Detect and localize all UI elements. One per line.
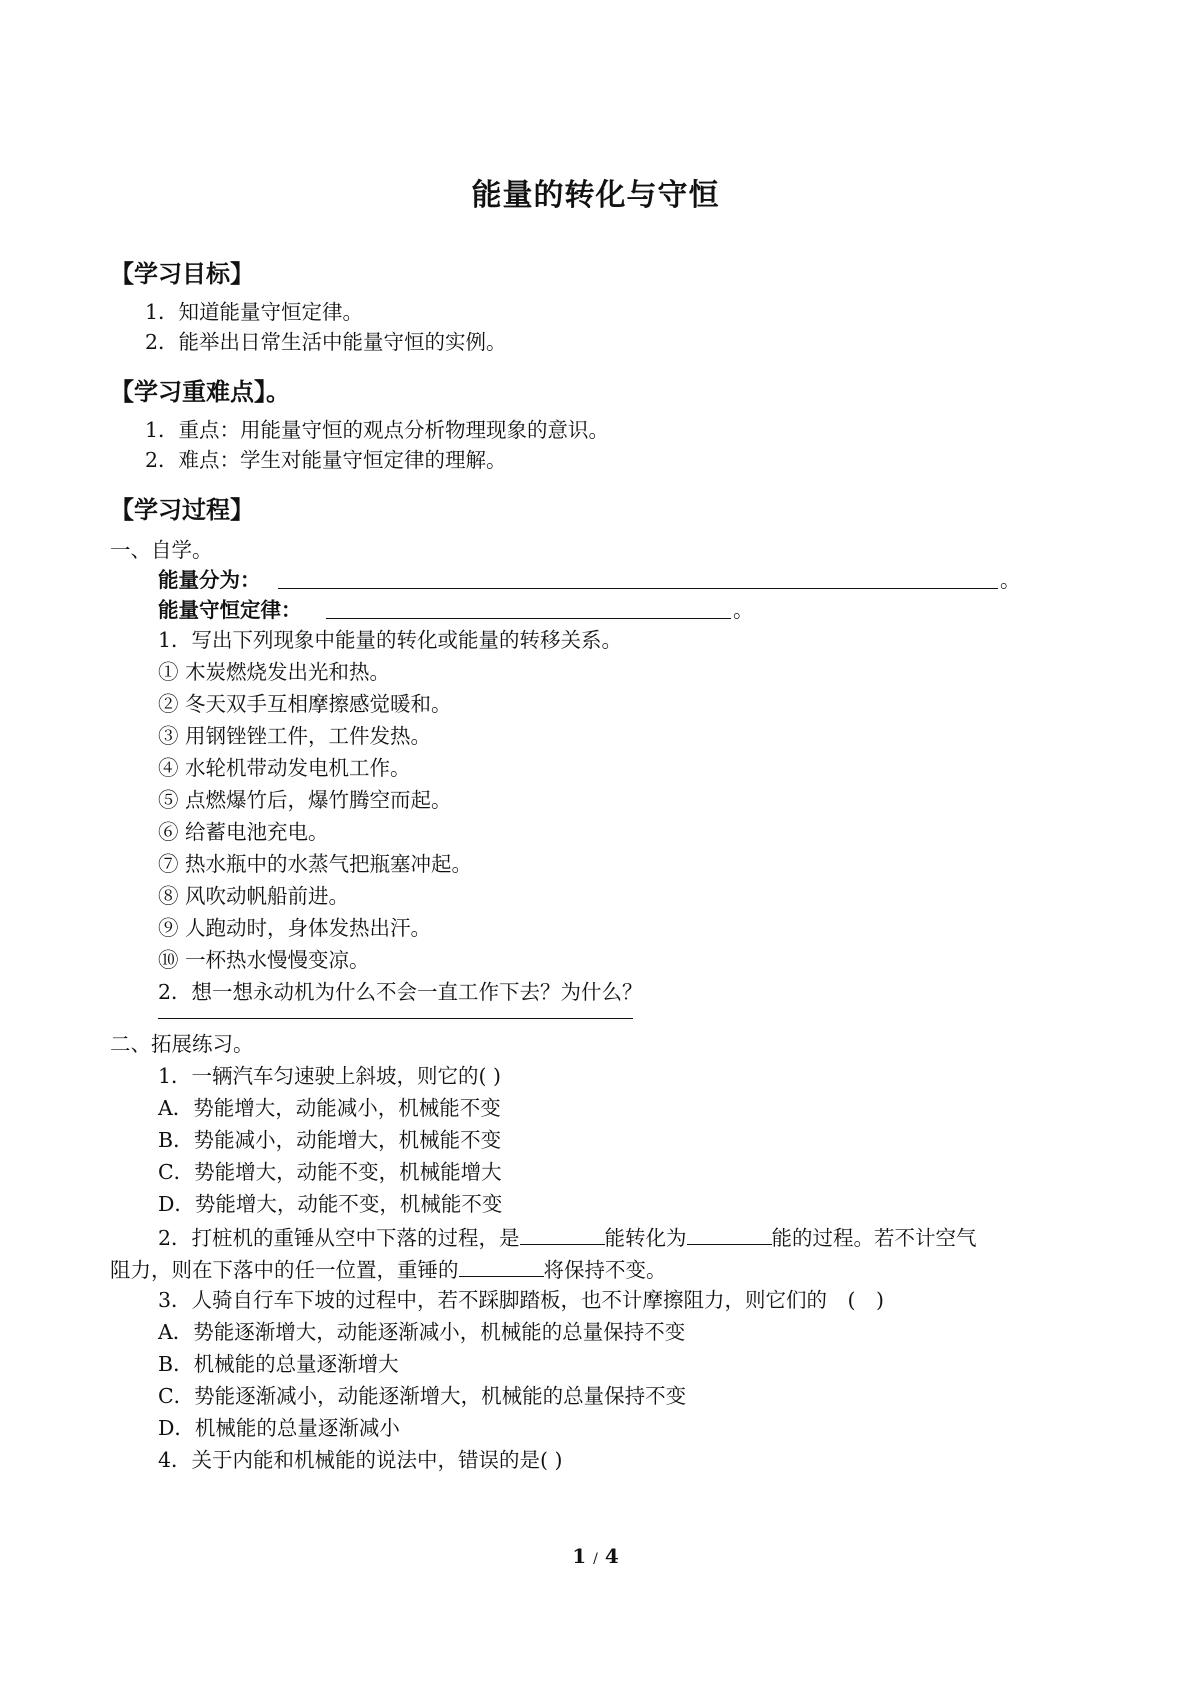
q2-text: 能的过程。若不计空气	[771, 1226, 977, 1250]
phenomenon-item: ④ 水轮机带动发电机工作。	[158, 756, 411, 780]
practice-label: 二、拓展练习。	[110, 1032, 254, 1056]
self-study-label: 一、自学。	[110, 538, 213, 562]
q1-option: C．势能增大，动能不变，机械能增大	[158, 1160, 502, 1184]
energy-types-label: 能量分为：	[158, 568, 261, 592]
q2-blank	[520, 1226, 605, 1245]
page-current: 1	[572, 1544, 587, 1568]
phenomenon-item: ⑦ 热水瓶中的水蒸气把瓶塞冲起。	[158, 852, 473, 876]
phenomenon-item: ⑧ 风吹动帆船前进。	[158, 884, 350, 908]
energy-types-blank	[278, 570, 998, 589]
q3-option: D．机械能的总量逐渐减小	[158, 1416, 400, 1440]
q1-option: A．势能增大，动能减小，机械能不变	[158, 1096, 501, 1120]
practice-q4: 4．关于内能和机械能的说法中，错误的是( )	[158, 1448, 563, 1472]
energy-types-end: 。	[1000, 568, 1021, 592]
phenomenon-item: ③ 用钢锉锉工件，工件发热。	[158, 724, 432, 748]
self-study-q2: 2．想一想永动机为什么不会一直工作下去？为什么？	[158, 980, 643, 1004]
process-heading: 【学习过程】	[110, 496, 254, 524]
practice-q3: 3．人骑自行车下坡的过程中，若不踩脚踏板，也不计摩擦阻力，则它们的 ( )	[158, 1288, 885, 1312]
objectives-heading: 【学习目标】	[110, 260, 254, 288]
q3-option: C．势能逐渐减小，动能逐渐增大，机械能的总量保持不变	[158, 1384, 687, 1408]
key-point-item: 1．重点：用能量守恒的观点分析物理现象的意识。	[145, 418, 610, 442]
q3-option: A．势能逐渐增大，动能逐渐减小，机械能的总量保持不变	[158, 1320, 686, 1344]
q2-text: 阻力，则在下落中的任一位置，重锤的	[110, 1258, 459, 1282]
phenomenon-item: ② 冬天双手互相摩擦感觉暖和。	[158, 692, 452, 716]
page-title: 能量的转化与守恒	[471, 178, 720, 213]
q3-option: B．机械能的总量逐渐增大	[158, 1352, 399, 1376]
key-point-item: 2．难点：学生对能量守恒定律的理解。	[145, 448, 507, 472]
phenomenon-item: ① 木炭燃烧发出光和热。	[158, 660, 391, 684]
phenomenon-item: ⑩ 一杯热水慢慢变凉。	[158, 948, 370, 972]
key-points-heading: 【学习重难点】。	[110, 378, 290, 406]
page-number	[0, 1544, 1191, 1568]
q2-blank	[459, 1258, 544, 1277]
conservation-end: 。	[733, 598, 754, 622]
page-separator: /	[593, 1551, 598, 1567]
q2-text: 2．打桩机的重锤从空中下落的过程，是	[158, 1226, 520, 1250]
q2-blank	[687, 1226, 772, 1245]
q2-answer-blank	[158, 1008, 633, 1019]
phenomenon-item: ⑥ 给蓄电池充电。	[158, 820, 329, 844]
conservation-blank	[326, 600, 731, 619]
objective-item: 1．知道能量守恒定律。	[145, 300, 364, 324]
practice-q2-line1	[158, 1226, 977, 1249]
conservation-label: 能量守恒定律：	[158, 598, 302, 622]
phenomenon-item: ⑨ 人跑动时，身体发热出汗。	[158, 916, 432, 940]
objective-item: 2．能举出日常生活中能量守恒的实例。	[145, 330, 507, 354]
self-study-q1: 1．写出下列现象中能量的转化或能量的转移关系。	[158, 628, 623, 652]
phenomenon-item: ⑤ 点燃爆竹后，爆竹腾空而起。	[158, 788, 452, 812]
page-total: 4	[604, 1544, 619, 1568]
q1-option: D．势能增大，动能不变，机械能不变	[158, 1192, 503, 1216]
practice-q1: 1．一辆汽车匀速驶上斜坡，则它的( )	[158, 1064, 502, 1088]
q1-option: B．势能减小，动能增大，机械能不变	[158, 1128, 502, 1152]
practice-q2-line2	[110, 1258, 667, 1281]
q2-text: 将保持不变。	[543, 1258, 667, 1282]
q2-text: 能转化为	[604, 1226, 687, 1250]
